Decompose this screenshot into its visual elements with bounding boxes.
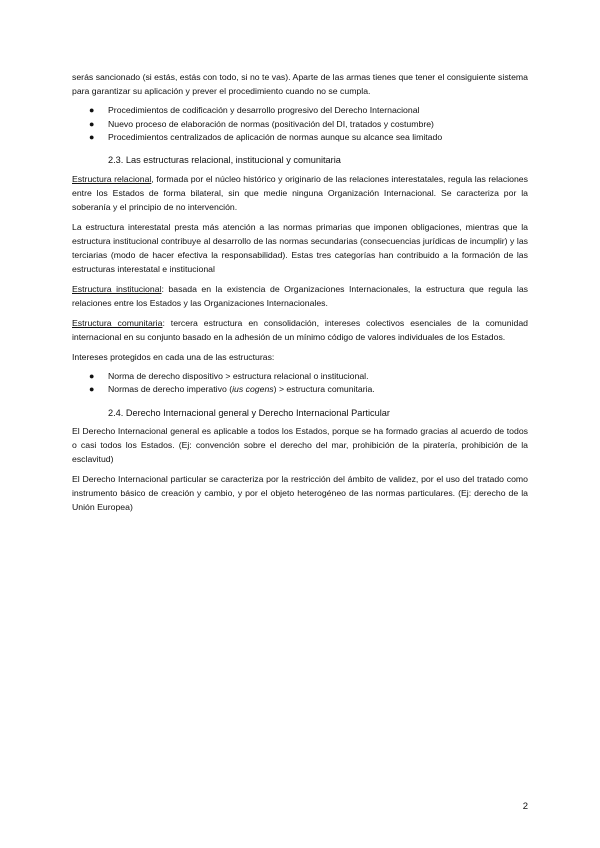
bullet-icon: ●	[89, 370, 95, 381]
institucional-paragraph: Estructura institucional: basada en la existencia de Organizaciones Internacionales, la estructura que regula las relaciones entre los Estados y las Organizaciones Internacionales.	[72, 283, 529, 308]
procedures-list	[72, 104, 528, 145]
section-2-3-heading: 2.3. Las estructuras relacional, institucional y comunitaria	[108, 154, 341, 165]
interestatal-paragraph: La estructura interestatal presta más atención a las normas primarias que imponen obligaciones, mientras que la estructura institucional contribuye al desarrollo de las normas secundarias (consecuencias jurídicas de incumplir) y las terciarias (modo de hacer efectiva la responsabilidad). Estas tres categorías han contribuido a la formación de las estructuras interestatal e institucional	[72, 221, 528, 274]
particular-paragraph: El Derecho Internacional particular se caracteriza por la restricción del ámbito de validez, por el uso del tratado como instrumento básico de creación y cambio, y por el objeto heterogéneo de las normas particulares. (Ej: derecho de la Unión Europea)	[72, 473, 528, 512]
section-2-4-heading: 2.4. Derecho Internacional general y Derecho Internacional Particular	[108, 407, 390, 418]
list-item: ● Procedimientos centralizados de aplicación de normas aunque su alcance sea limitado	[72, 131, 528, 145]
ius-cogens-term: ius cogens	[232, 384, 274, 394]
comunitaria-paragraph: Estructura comunitaria: tercera estructura en consolidación, intereses colectivos esenciales de la comunidad internacional en su conjunto basado en la adhesión de un mínimo código de valores individuales de los Estados.	[72, 317, 528, 342]
bullet-icon: ●	[89, 118, 95, 129]
list-item: ● Normas de derecho imperativo (ius cogens) > estructura comunitaria.	[72, 383, 528, 397]
bullet-icon: ●	[89, 384, 95, 394]
document-page	[72, 70, 528, 514]
list-item: ● Procedimientos de codificación y desarrollo progresivo del Derecho Internacional	[72, 104, 528, 118]
relacional-paragraph: Estructura relacional, formada por el núcleo histórico y originario de las relaciones interestatales, regula las relaciones entre los Estados de forma bilateral, sin que medie ninguna Organización Internacional. Se caracteriza por la soberanía y el principio de no intervención.	[72, 173, 528, 212]
bullet-icon: ●	[89, 132, 95, 142]
general-paragraph: El Derecho Internacional general es aplicable a todos los Estados, porque se ha formado gracias al acuerdo de todos o casi todos los Estados. (Ej: convención sobre el derecho del mar, prohibición de la piratería, prohibición de la esclavitud)	[72, 425, 528, 464]
term-relacional: Estructura relacional	[72, 173, 152, 184]
page-number: 2	[522, 801, 528, 812]
norms-list	[72, 370, 528, 397]
list-item: ● Nuevo proceso de elaboración de normas (positivación del DI, tratados y costumbre)	[72, 118, 528, 132]
bullet-icon: ●	[89, 105, 95, 115]
intereses-paragraph: Intereses protegidos en cada una de las estructuras:	[72, 351, 275, 362]
intro-paragraph: serás sancionado (si estás, estás con todo, si no te vas). Aparte de las armas tienes que tener el consiguiente sistema para garantizar su aplicación y prever el procedimiento cuando no se cumpla.	[72, 72, 528, 96]
list-item: ● Norma de derecho dispositivo > estructura relacional o institucional.	[72, 370, 528, 384]
term-institucional: Estructura institucional	[72, 283, 162, 294]
term-comunitaria: Estructura comunitaria	[72, 317, 163, 328]
